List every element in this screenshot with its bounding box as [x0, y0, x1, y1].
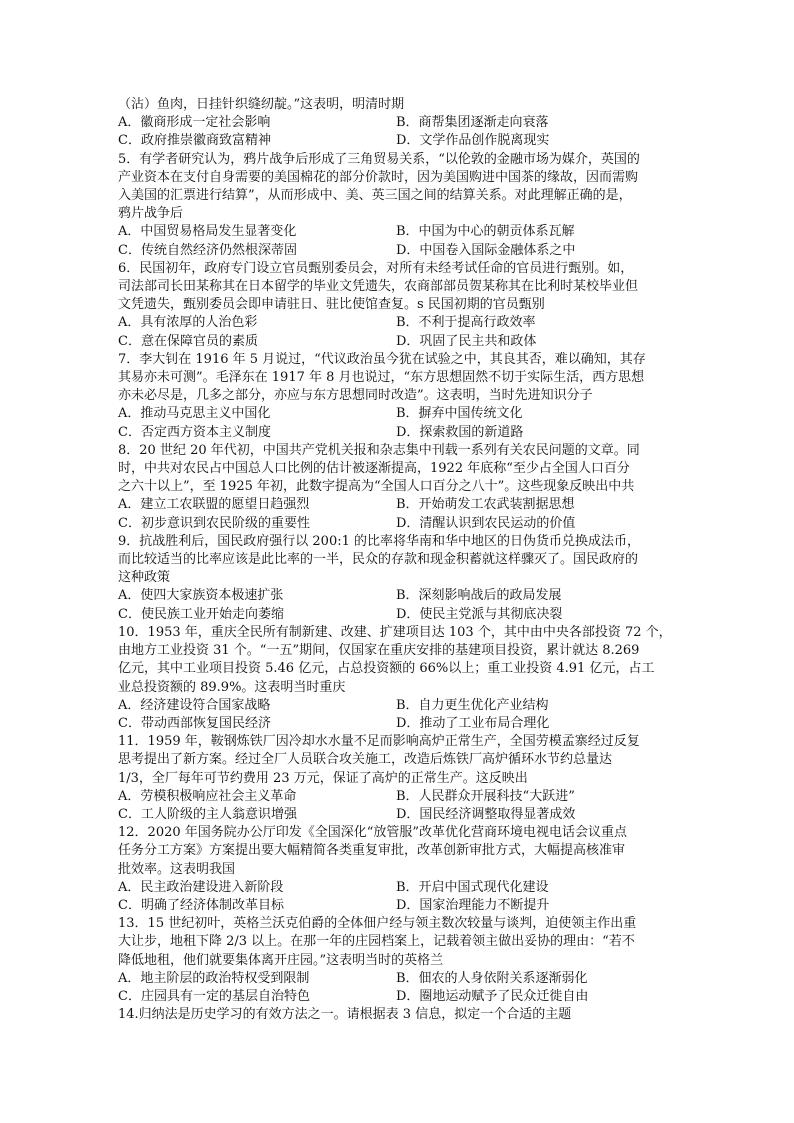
exam-document: [118, 96, 678, 1024]
text-line: 10．1953 年，重庆全民所有制新建、改建、扩建项目达 103 个，其中由中央各部投资 72 个，: [118, 624, 672, 640]
option-left: A．地主阶层的政治特权受到限制: [118, 970, 310, 986]
option-right: B．商帮集团逐渐走向衰落: [396, 115, 549, 131]
text-line: 11．1959 年，鞍钢炼铁厂因冷却水水量不足而影响高炉正常生产，全国劳模孟寨经过反复: [118, 734, 640, 750]
options-row: [118, 132, 678, 150]
option-right: D．推动了工业布局合理化: [396, 715, 550, 731]
text-line: 7．李大钊在 1916 年 5 月说过，“代议政治虽今犹在试验之中，其良其否，难以确知，其存: [118, 351, 646, 367]
options-row: [118, 223, 678, 241]
options-row: [118, 587, 678, 605]
option-right: B．不利于提高行政效率: [396, 315, 536, 331]
option-right: B．开始萌发工农武装割据思想: [396, 497, 575, 513]
option-right: D．使民主党派与其彻底决裂: [396, 606, 563, 622]
option-right: B．深刻影响战后的政局发展: [396, 588, 562, 604]
option-left: A．民主政治建设进入新阶段: [118, 879, 284, 895]
options-row: [118, 970, 678, 988]
option-left: A．劳模积极响应社会主义革命: [118, 788, 297, 804]
options-row: [118, 806, 678, 824]
option-left: C．否定西方资本主义制度: [118, 424, 271, 440]
option-left: C．使民族工业开始走向萎缩: [118, 606, 284, 622]
text-line: 降低地租，他们就要集体离开庄园。”这表明当时的英格兰: [118, 952, 444, 968]
text-line: 文凭遗失，甄别委员会即申请驻日、驻比使馆查复。s 民国初期的官员甄别: [118, 297, 545, 313]
option-left: A．中国贸易格局发生显著变化: [118, 224, 297, 240]
options-row: [118, 988, 678, 1006]
text-line: 亿元，其中工业项目投资 5.46 亿元，占总投资额的 66%以上；重工业投资 4.91 亿元，占工: [118, 661, 655, 677]
text-line: 产业资本在支付自身需要的美国棉花的部分价款时，因为美国购进中国茶的缘故，因而需购: [118, 169, 639, 185]
text-line: 1/3，全厂每年可节约费用 23 万元，保证了高炉的正常生产。这反映出: [118, 770, 528, 786]
option-left: C．庄园具有一定的基层自治特色: [118, 988, 310, 1004]
options-row: [118, 314, 678, 332]
text-line: 入美国的汇票进行结算”，从而形成中、美、英三国之间的结算关系。对此理解正确的是，: [118, 188, 632, 204]
option-left: C．带动西部恢复国民经济: [118, 715, 271, 731]
option-left: A．使四大家族资本极速扩张: [118, 588, 284, 604]
text-line: 时，中共对农民占中国总人口比例的估计被逐渐提高，1922 年底称“至少占全国人口百分: [118, 461, 630, 477]
text-line: 5．有学者研究认为，鸦片战争后形成了三角贸易关系，“以伦敦的金融市场为媒介，英国的: [118, 151, 640, 167]
text-line: 12．2020 年国务院办公厅印发《全国深化“放管服”改革优化营商环境电视电话会议重点: [118, 825, 628, 841]
text-line: 其易亦未可测”。毛泽东在 1917 年 8 月也说过，“东方思想固然不切于实际生活，西方思想: [118, 370, 645, 386]
text-line: 6．民国初年，政府专门设立官员甄别委员会，对所有未经考试任命的官员进行甄别。如，: [118, 260, 634, 276]
option-right: B．摒弃中国传统文化: [396, 406, 523, 422]
option-right: D．圈地运动赋予了民众迁徙自由: [396, 988, 589, 1004]
text-line: 司法部司长田某称其在日本留学的毕业文凭遗失，农商部部员贺某称其在比利时某校毕业但: [118, 279, 639, 295]
options-row: [118, 897, 678, 915]
text-line: 批效率。这表明我国: [118, 861, 236, 877]
option-left: C．工人阶级的主人翁意识增强: [118, 806, 297, 822]
option-left: C．初步意识到农民阶级的重要性: [118, 515, 310, 531]
option-right: B．中国为中心的朝贡体系瓦解: [396, 224, 575, 240]
options-row: [118, 515, 678, 533]
option-right: B．开启中国式现代化建设: [396, 879, 549, 895]
text-line: 思考提出了新方案。经过全厂人员联合攻关施工，改造后炼铁厂高炉循环水节约总量达: [118, 752, 613, 768]
option-right: B．自力更生优化产业结构: [396, 697, 549, 713]
option-left: A．徽商形成一定社会影响: [118, 115, 271, 131]
option-left: A．推动马克思主义中国化: [118, 406, 271, 422]
option-left: C．意在保障官员的素质: [118, 333, 258, 349]
option-right: D．清醒认识到农民运动的价值: [396, 515, 576, 531]
option-right: D．国民经济调整取得显著成效: [396, 806, 576, 822]
option-right: D．中国卷入国际金融体系之中: [396, 242, 576, 258]
text-line: 业总投资额的 89.9%。这表明当时重庆: [118, 679, 346, 695]
text-line: 由地方工业投资 31 个。“一五”期间，仅国家在重庆安排的基建项目投资，累计就达 8.269: [118, 643, 640, 659]
option-right: D．国家治理能力不断提升: [396, 897, 550, 913]
option-left: A．具有浓厚的人治色彩: [118, 315, 258, 331]
option-right: B．佃农的人身依附关系逐渐弱化: [396, 970, 588, 986]
text-line: 9．抗战胜利后，国民政府强行以 200:1 的比率将华南和华中地区的日伪货币兑换成法币，: [118, 533, 641, 549]
options-row: [118, 333, 678, 351]
options-row: [118, 424, 678, 442]
option-left: C．传统自然经济仍然根深蒂固: [118, 242, 297, 258]
options-row: [118, 496, 678, 514]
option-left: C．明确了经济体制改革目标: [118, 897, 284, 913]
text-line: 大让步，地租下降 2/3 以上。在那一年的庄园档案上，记载着领主做出妥协的理由：“若不: [118, 934, 635, 950]
option-left: C．政府推崇徽商致富精神: [118, 133, 271, 149]
text-line: 而比较适当的比率应该是此比率的一半，民众的存款和现金积蓄就这样骤灭了。国民政府的: [118, 552, 639, 568]
text-line: 这种政策: [118, 570, 171, 586]
options-row: [118, 715, 678, 733]
text-line: 之六十以上”，至 1925 年初，此数字提高为“全国人口百分之八十”。这些现象反映出中共: [118, 479, 635, 495]
text-line: 14.归纳法是历史学习的有效方法之一。请根据表 3 信息，拟定一个合适的主题: [118, 1007, 572, 1023]
text-line: 亦未必尽是，几多之部分，亦应与东方思想同时改造”。这表明，当时先进知识分子: [118, 388, 593, 404]
text-line: （沾）鱼肉，日挂针织缝纫靛。”这表明，明清时期: [118, 97, 405, 112]
option-right: D．巩固了民主共和政体: [396, 333, 537, 349]
text-line: 13．15 世纪初叶，英格兰沃克伯爵的全体佃户经与领主数次较量与谈判，迫使领主作出重: [118, 916, 637, 932]
option-right: D．文学作品创作脱离现实: [396, 133, 550, 149]
options-row: [118, 879, 678, 897]
option-left: A．经济建设符合国家战略: [118, 697, 271, 713]
options-row: [118, 405, 678, 423]
text-line: 8．20 世纪 20 年代初，中国共产党机关报和杂志集中刊载一系列有关农民问题的文章。同: [118, 442, 640, 458]
text-line: 鸦片战争后: [118, 206, 184, 222]
option-right: D．探索救国的新道路: [396, 424, 524, 440]
options-row: [118, 114, 678, 132]
option-left: A．建立工农联盟的愿望日趋强烈: [118, 497, 310, 513]
text-line: 任务分工方案》方案提出要大幅精简各类重复审批，改革创新审批方式，大幅提高核准审: [118, 843, 626, 859]
options-row: [118, 788, 678, 806]
options-row: [118, 242, 678, 260]
option-right: B．人民群众开展科技“大跃进”: [396, 788, 575, 804]
options-row: [118, 606, 678, 624]
options-row: [118, 697, 678, 715]
